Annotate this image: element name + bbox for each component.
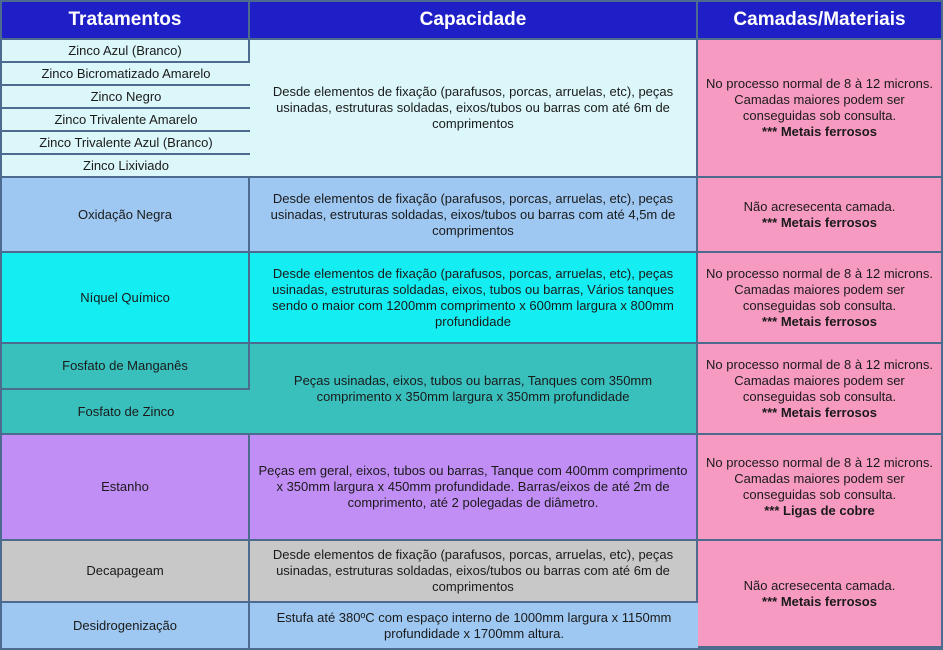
capacidade-niquel: Desde elementos de fixação (parafusos, porcas, arruelas, etc), peças usinadas, estruturas soldadas, eixos, tubos ou barras, Vários tanques sendo o maior com 1200mm comprimento x 600mm largura x 800mm profundidade: [250, 253, 698, 344]
capacidade-fosfato: Peças usinadas, eixos, tubos ou barras, Tanques com 350mm comprimento x 350mm largura x 350mm profundidade: [250, 344, 698, 435]
camadas-text: Não acresecenta camada.: [743, 577, 896, 593]
treatment-zinco-lixiviado: Zinco Lixiviado: [2, 155, 250, 178]
camadas-text: No processo normal de 8 à 12 microns. Camadas maiores podem ser conseguidas sob consulta.: [706, 76, 933, 123]
treatment-fosfato-manganes: Fosfato de Manganês: [2, 344, 250, 390]
capacidade-zinco: Desde elementos de fixação (parafusos, porcas, arruelas, etc), peças usinadas, estruturas soldadas, eixos/tubos ou barras com até 6m de comprimentos: [250, 40, 698, 178]
camadas-zinco: [698, 40, 941, 178]
capacidade-estanho: Peças em geral, eixos, tubos ou barras, Tanque com 400mm comprimento x 350mm largura x 450mm profundidade. Barras/eixos de até 2m de comprimento, até 2 polegadas de diâmetro.: [250, 435, 698, 541]
table-row: [2, 344, 941, 390]
table-row: [2, 541, 941, 603]
camadas-fosfato: [698, 344, 941, 435]
material-note: *** Metais ferrosos: [762, 313, 877, 329]
treatment-desidrogenizacao: Desidrogenização: [2, 603, 250, 648]
treatment-estanho: Estanho: [2, 435, 250, 541]
treatment-zinco-negro: Zinco Negro: [2, 86, 250, 109]
treatment-oxidacao-negra: Oxidação Negra: [2, 178, 250, 253]
material-note: *** Metais ferrosos: [762, 214, 877, 230]
capacidade-oxidacao: Desde elementos de fixação (parafusos, porcas, arruelas, etc), peças usinadas, estruturas soldadas, eixos/tubos ou barras com até 4,5m de comprimentos: [250, 178, 698, 253]
treatment-zinco-trivalente-amarelo: Zinco Trivalente Amarelo: [2, 109, 250, 132]
camadas-decapageam-desidrogenizacao: [698, 541, 941, 648]
camadas-estanho: [698, 435, 941, 541]
material-note: *** Ligas de cobre: [764, 503, 875, 518]
header-row: [2, 2, 941, 40]
capacidade-decapageam: Desde elementos de fixação (parafusos, porcas, arruelas, etc), peças usinadas, estruturas soldadas, eixos/tubos ou barras com até 6m de comprimentos: [250, 541, 698, 603]
table-row: [2, 40, 941, 63]
camadas-text: No processo normal de 8 à 12 microns. Camadas maiores podem ser conseguidas sob consulta.: [706, 356, 933, 404]
header-camadas: Camadas/Materiais: [698, 2, 941, 40]
camadas-text: Não acresecenta camada.: [743, 198, 896, 214]
camadas-text: No processo normal de 8 à 12 microns. Camadas maiores podem ser conseguidas sob consulta.: [706, 455, 933, 502]
treatment-decapageam: Decapageam: [2, 541, 250, 603]
treatment-zinco-azul: Zinco Azul (Branco): [2, 40, 250, 63]
material-note: *** Metais ferrosos: [762, 404, 877, 420]
material-note: *** Metais ferrosos: [762, 593, 877, 609]
treatment-fosfato-zinco: Fosfato de Zinco: [2, 390, 250, 435]
capacidade-desidrogenizacao: Estufa até 380ºC com espaço interno de 1000mm largura x 1150mm profundidade x 1700mm altura.: [250, 603, 698, 648]
camadas-oxidacao: [698, 178, 941, 253]
table-row: [2, 178, 941, 253]
header-tratamentos: Tratamentos: [2, 2, 250, 40]
treatment-niquel-quimico: Níquel Químico: [2, 253, 250, 344]
treatment-zinco-trivalente-azul: Zinco Trivalente Azul (Branco): [2, 132, 250, 155]
camadas-text: No processo normal de 8 à 12 microns. Camadas maiores podem ser conseguidas sob consulta.: [706, 265, 933, 313]
table-row: [2, 253, 941, 344]
header-capacidade: Capacidade: [250, 2, 698, 40]
material-note: *** Metais ferrosos: [762, 124, 877, 139]
treatment-zinco-bicromatizado: Zinco Bicromatizado Amarelo: [2, 63, 250, 86]
camadas-niquel: [698, 253, 941, 344]
table-row: [2, 435, 941, 541]
